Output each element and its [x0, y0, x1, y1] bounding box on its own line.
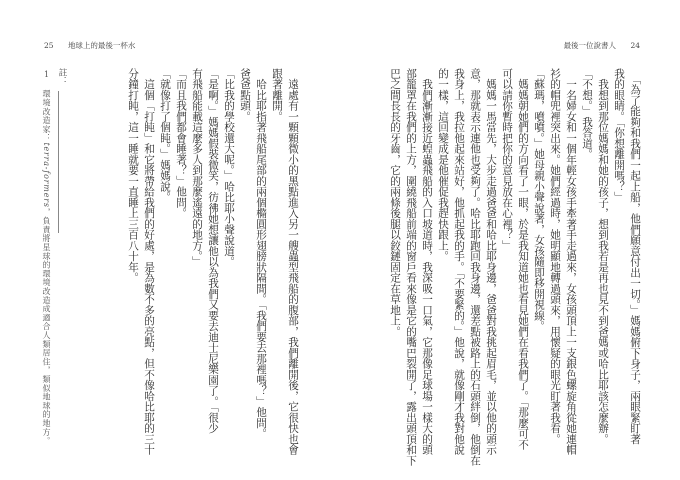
notes-label: 註：	[57, 68, 67, 85]
footnote-text-after: ，負責將星球的環境改造成適合人類居住，類似地球的地方。	[42, 207, 51, 446]
text-column: 可以請你暫時把你的意見放在心裡？」	[501, 68, 513, 251]
text-column: 意，那就表示連他也受夠了。哈比耶跑回我身邊，還差點被路上的石頭絆倒，他倒在	[469, 68, 481, 466]
text-column: 部籠罩在我們的上方，圍繞飛船前端的窗戶看來像是它的嘴巴裂開了，露出頭頂和下	[405, 68, 417, 466]
text-column: 衫的帽兜裡突出來。她們經過時，她明顯地轉過頭來，用懷疑的眼光盯著我看。	[549, 68, 561, 445]
text-column: 「就像打了個盹。」媽媽說。	[159, 68, 171, 203]
text-column: 「蘇瑪，噴噴。」她母親小聲說著，女孩隨即移開視線。	[533, 68, 545, 332]
text-column: 爸爸點頭。	[239, 68, 251, 122]
text-column: 我想到那位媽媽和她的孩子，想到我若是再也見不到爸媽或哈比耶該怎麼辦。	[597, 68, 609, 445]
right-page-header	[552, 40, 640, 51]
right-running-head: 最後一位說書人	[563, 41, 617, 50]
text-column: 我們漸漸接近蝗蟲飛船的入口坡道時，我深吸一口氣，它那像足球場一樣大的頭	[421, 68, 433, 455]
text-column: 分鐘打盹，這一睡就要一直睡上三百八十年。	[127, 68, 139, 283]
left-page-header	[44, 40, 147, 51]
text-column: 「是啊。」媽媽假裝微笑，彷彿她想讓他以為我們又要去迪士尼樂園了。「很少	[207, 68, 219, 434]
text-column: 「比我的學校還大呢。」哈比耶小聲說道。	[223, 68, 235, 267]
text-column: 「不想。」我答道。	[581, 68, 593, 160]
text-column: 「而且我們都會睡著？」他問。	[175, 68, 187, 219]
text-column: 「為了能夠和我們一起上船，他們願意付出一切。」媽媽俯下身子，兩眼緊盯著	[629, 68, 641, 445]
text-column: 我身上，我拉他起來站好，他抓起我的手。「不要緊的。」他說，就像剛才我對他說	[453, 68, 465, 456]
text-column: 的一樣，這回變成是他催促我趕快跟上。	[437, 68, 449, 262]
left-running-head: 地球上的最後一杯水	[67, 41, 136, 50]
footnote-number: 1	[42, 70, 51, 80]
footnote-text-before: 環境改造家：	[42, 89, 51, 143]
text-column: 媽媽一馬當先，大步走過爸爸和哈比耶身邊，爸爸對我挑起眉毛，並以他的頭示	[485, 68, 497, 455]
text-column: 有飛船能載這麼多人到那麼遙遠的地方。」	[191, 68, 203, 267]
text-column: 哈比耶指著飛船尾部的兩個橢圓形翅膀狀隔間。「我們要去那裡嗎？」他問。	[255, 68, 267, 439]
text-column: 我的眼睛。「你想離開嗎？」	[613, 68, 625, 203]
text-column: 這個「打盹」和它將帶給我們的好處，是為數不多的亮點，但不像哈比耶的三十	[143, 68, 155, 455]
right-page-number: 24	[630, 41, 640, 50]
text-column: 一名婦女和一個年輕女孩手牽著手走過來，女孩頭頂上一支銀色螺旋角從她連帽	[565, 68, 577, 455]
text-column: 媽媽朝她們的方向看了一眼，於是我知道她也看見她們在看我們了。「那麼可不	[517, 68, 529, 450]
text-column: 遠處有一顆顆微小的黑點進入另一艘蟲型飛船的腹部，我們離開後，它很快也會	[287, 68, 299, 455]
left-page-number: 25	[44, 41, 54, 50]
footnote-latin-term: terra-formers	[42, 142, 51, 208]
text-column: 跟著離開。	[271, 68, 283, 122]
text-column: 巴之間長長的牙齒，它的兩條後腿以鉸鏈固定在草地上。	[389, 68, 401, 337]
footnote-1	[41, 70, 51, 445]
notes-divider	[58, 91, 59, 233]
